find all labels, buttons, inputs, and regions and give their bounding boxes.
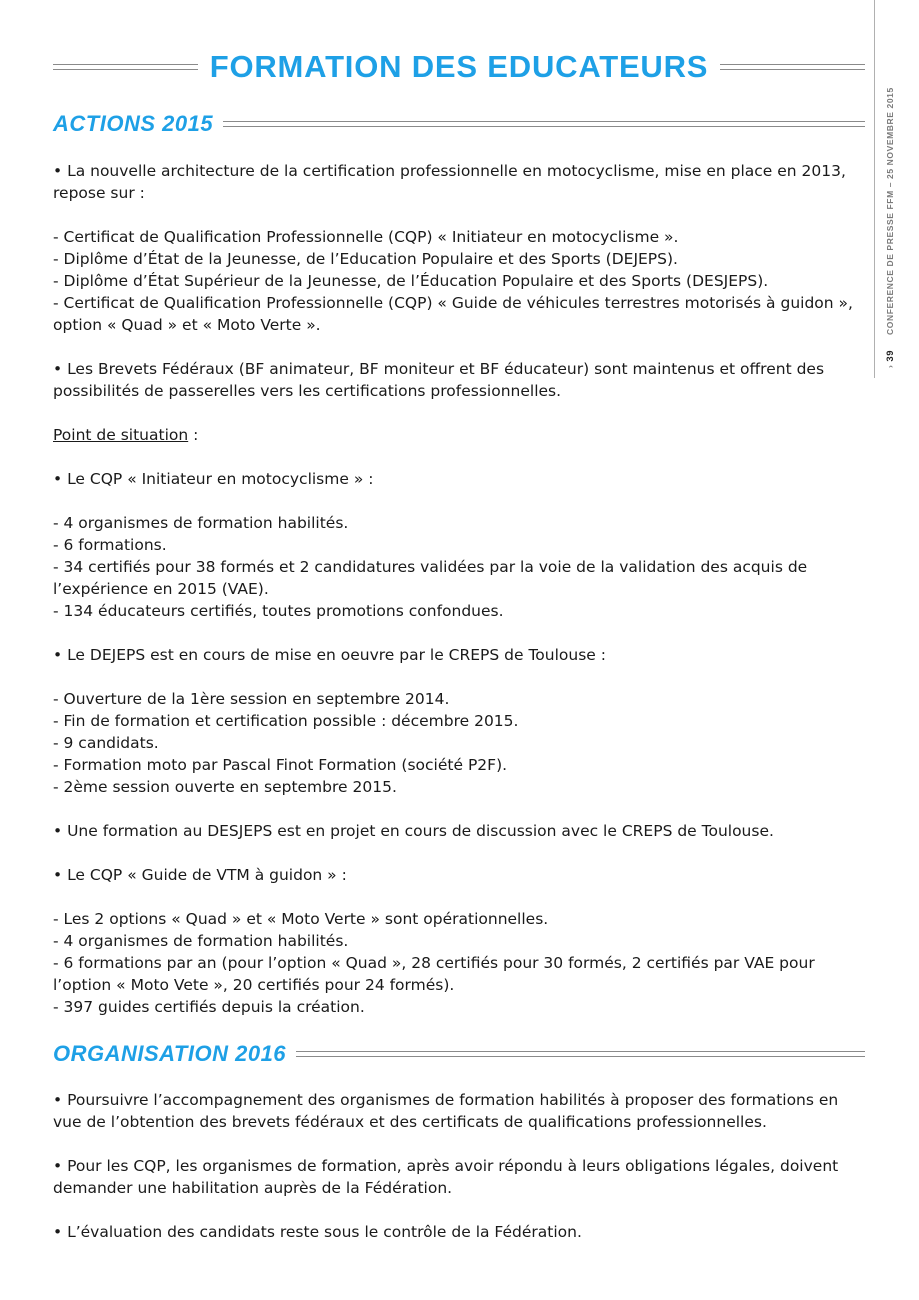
paragraph: • Pour les CQP, les organismes de formation, après avoir répondu à leurs obligations légales, doivent demander une habilitation auprès de la Fédération. bbox=[53, 1157, 839, 1197]
list-item: - 9 candidats. bbox=[53, 734, 159, 752]
list-item: - 4 organismes de formation habilités. bbox=[53, 514, 349, 532]
paragraph-dejeps: • Le DEJEPS est en cours de mise en oeuvre par le CREPS de Toulouse : bbox=[53, 646, 606, 664]
section-title: ACTIONS 2015 bbox=[53, 111, 214, 136]
list-item: - 134 éducateurs certifiés, toutes promotions confondues. bbox=[53, 602, 504, 620]
side-divider bbox=[874, 0, 875, 378]
paragraph-cqp-guide: • Le CQP « Guide de VTM à guidon » : bbox=[53, 866, 347, 884]
list-item: - Les 2 options « Quad » et « Moto Verte » sont opérationnelles. bbox=[53, 910, 549, 928]
list-item: - Diplôme d’État de la Jeunesse, de l’Education Populaire et des Sports (DEJEPS). bbox=[53, 250, 678, 268]
list-item: - Certificat de Qualification Professionnelle (CQP) « Initiateur en motocyclisme ». bbox=[53, 228, 679, 246]
title-row bbox=[53, 48, 865, 86]
paragraph-intro: • La nouvelle architecture de la certification professionnelle en motocyclisme, mise en place en 2013, repose sur : bbox=[53, 162, 846, 202]
page-title: FORMATION DES EDUCATEURS bbox=[209, 49, 709, 84]
section-body-organisation bbox=[53, 1089, 853, 1243]
list-item: - 397 guides certifiés depuis la création. bbox=[53, 998, 365, 1016]
list-item: - 4 organismes de formation habilités. bbox=[53, 932, 349, 950]
title-rule-right bbox=[720, 64, 865, 70]
list-item: - Ouverture de la 1ère session en septembre 2014. bbox=[53, 690, 450, 708]
paragraph-cqp-initiateur: • Le CQP « Initiateur en motocyclisme » : bbox=[53, 470, 374, 488]
section-rule bbox=[296, 1051, 865, 1057]
side-caption-text: CONFERENCE DE PRESSE FFM – 25 NOVEMBRE 2015 bbox=[885, 87, 895, 335]
situation-suffix: : bbox=[188, 426, 199, 444]
title-rule-left bbox=[53, 64, 198, 70]
paragraph-desjeps: • Une formation au DESJEPS est en projet en cours de discussion avec le CREPS de Toulouse. bbox=[53, 822, 774, 840]
list-item: - Fin de formation et certification possible : décembre 2015. bbox=[53, 712, 519, 730]
section-body-actions bbox=[53, 160, 853, 1018]
situation-line bbox=[53, 424, 853, 446]
side-arrow: › bbox=[885, 364, 895, 368]
section-rule bbox=[223, 121, 865, 127]
list-item: - 34 certifiés pour 38 formés et 2 candidatures validées par la voie de la validation des acquis de l’expérience en 2015 (VAE). bbox=[53, 558, 808, 598]
section-heading-organisation bbox=[53, 1039, 865, 1069]
section-heading-actions bbox=[53, 109, 865, 139]
page-number: 39 bbox=[885, 349, 896, 362]
section-title: ORGANISATION 2016 bbox=[53, 1041, 287, 1066]
paragraph: • Poursuivre l’accompagnement des organismes de formation habilités à proposer des formations en vue de l’obtention des brevets fédéraux et des certificats de qualifications professionnelles. bbox=[53, 1091, 839, 1131]
list-item: - 6 formations par an (pour l’option « Quad », 28 certifiés pour 30 formés, 2 certifiés par VAE pour l’option « Moto Vete », 20 certifiés pour 24 formés). bbox=[53, 954, 815, 994]
paragraph-brevets: • Les Brevets Fédéraux (BF animateur, BF moniteur et BF éducateur) sont maintenus et offrent des possibilités de passerelles vers les certifications professionnelles. bbox=[53, 360, 825, 400]
list-item: - Diplôme d’État Supérieur de la Jeunesse, de l’Éducation Populaire et des Sports (DESJEPS). bbox=[53, 272, 769, 290]
situation-label: Point de situation bbox=[53, 426, 189, 444]
list-item: - 6 formations. bbox=[53, 536, 167, 554]
side-caption bbox=[885, 87, 896, 368]
list-item: - 2ème session ouverte en septembre 2015. bbox=[53, 778, 397, 796]
paragraph: • L’évaluation des candidats reste sous le contrôle de la Fédération. bbox=[53, 1223, 582, 1241]
list-item: - Formation moto par Pascal Finot Formation (société P2F). bbox=[53, 756, 508, 774]
list-item: - Certificat de Qualification Professionnelle (CQP) « Guide de véhicules terrestres motorisés à guidon », option « Quad » et « Moto Verte ». bbox=[53, 294, 853, 334]
